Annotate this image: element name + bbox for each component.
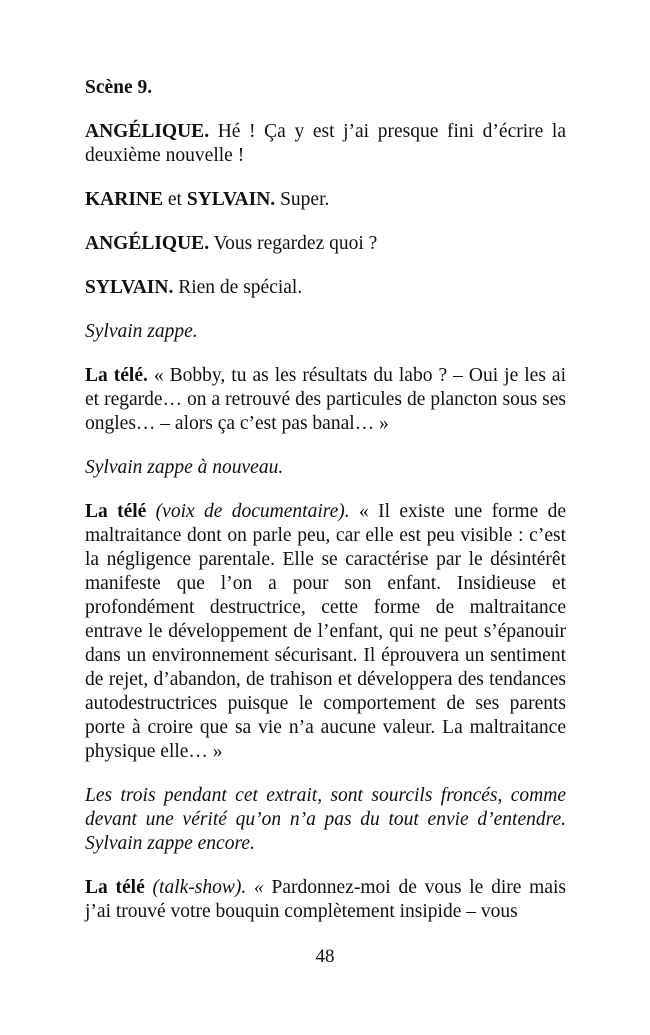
speaker-name: SYLVAIN. <box>85 277 174 298</box>
dialogue-text: « Bobby, tu as les résultats du labo ? – Oui je les ai et regarde… on a retrouvé des particules de plancton sous ses ongles… – alors ça c’est pas banal… » <box>85 365 566 434</box>
dialogue-tele-documentary <box>85 500 566 764</box>
scene-title: Scène 9. <box>85 77 153 98</box>
dialogue-tele-1 <box>85 364 566 436</box>
speaker-name-sylvain: SYLVAIN. <box>186 189 276 210</box>
speaker-name: La télé <box>85 501 147 522</box>
speaker-name: La télé. <box>85 365 148 386</box>
speaker-name: La télé <box>85 877 145 898</box>
dialogue-karine-sylvain <box>85 188 566 212</box>
page-number: 48 <box>315 946 335 967</box>
dialogue-text: « Il existe une forme de maltraitance dont on parle peu, car elle est peu visible : c’est la négligence parentale. Elle se caractérise par le désintérêt manifeste que l’on a pour son enfant. Insidieuse et profondément destructrice, cette forme de maltraitance entrave le développement de l’enfant, qui ne peut s’épanouir dans un environnement sécurisant. Il éprouvera un sentiment de rejet, d’abandon, de trahison et développera des tendances autodestructrices puisque le comportement de ses parents porte à croire que sa vie n’a aucune valeur. La maltraitance physique elle… » <box>85 501 566 762</box>
dialogue-text: Vous regardez quoi ? <box>209 233 378 254</box>
dialogue-text: Pardonnez-moi de vous le dire mais j’ai trouvé votre bouquin complètement insipide – vous <box>85 877 566 922</box>
stage-direction-1: Sylvain zappe. <box>85 321 198 342</box>
dialogue-text: Hé ! Ça y est j’ai presque fini d’écrire la deuxième nouvelle ! <box>85 121 566 166</box>
dialogue-angelique-1 <box>85 120 566 168</box>
speaker-aside: (voix de documentaire). <box>146 501 350 522</box>
book-page-text <box>85 76 566 944</box>
dialogue-sylvain-1 <box>85 276 566 300</box>
speaker-aside: (talk-show). « <box>144 877 264 898</box>
dialogue-angelique-2 <box>85 232 566 256</box>
speaker-name: ANGÉLIQUE. <box>85 121 210 142</box>
stage-direction-2: Sylvain zappe à nouveau. <box>85 457 284 478</box>
speaker-name: ANGÉLIQUE. <box>85 233 210 254</box>
dialogue-text: Super. <box>275 189 330 210</box>
stage-direction-3: Les trois pendant cet extrait, sont sourcils froncés, comme devant une vérité qu’on n’a pas du tout envie d’entendre. Sylvain zappe encore. <box>85 785 566 854</box>
speaker-name-karine: KARINE <box>85 189 164 210</box>
speaker-conjunction: et <box>163 189 187 210</box>
dialogue-text: Rien de spécial. <box>173 277 303 298</box>
dialogue-tele-talkshow <box>85 876 566 924</box>
